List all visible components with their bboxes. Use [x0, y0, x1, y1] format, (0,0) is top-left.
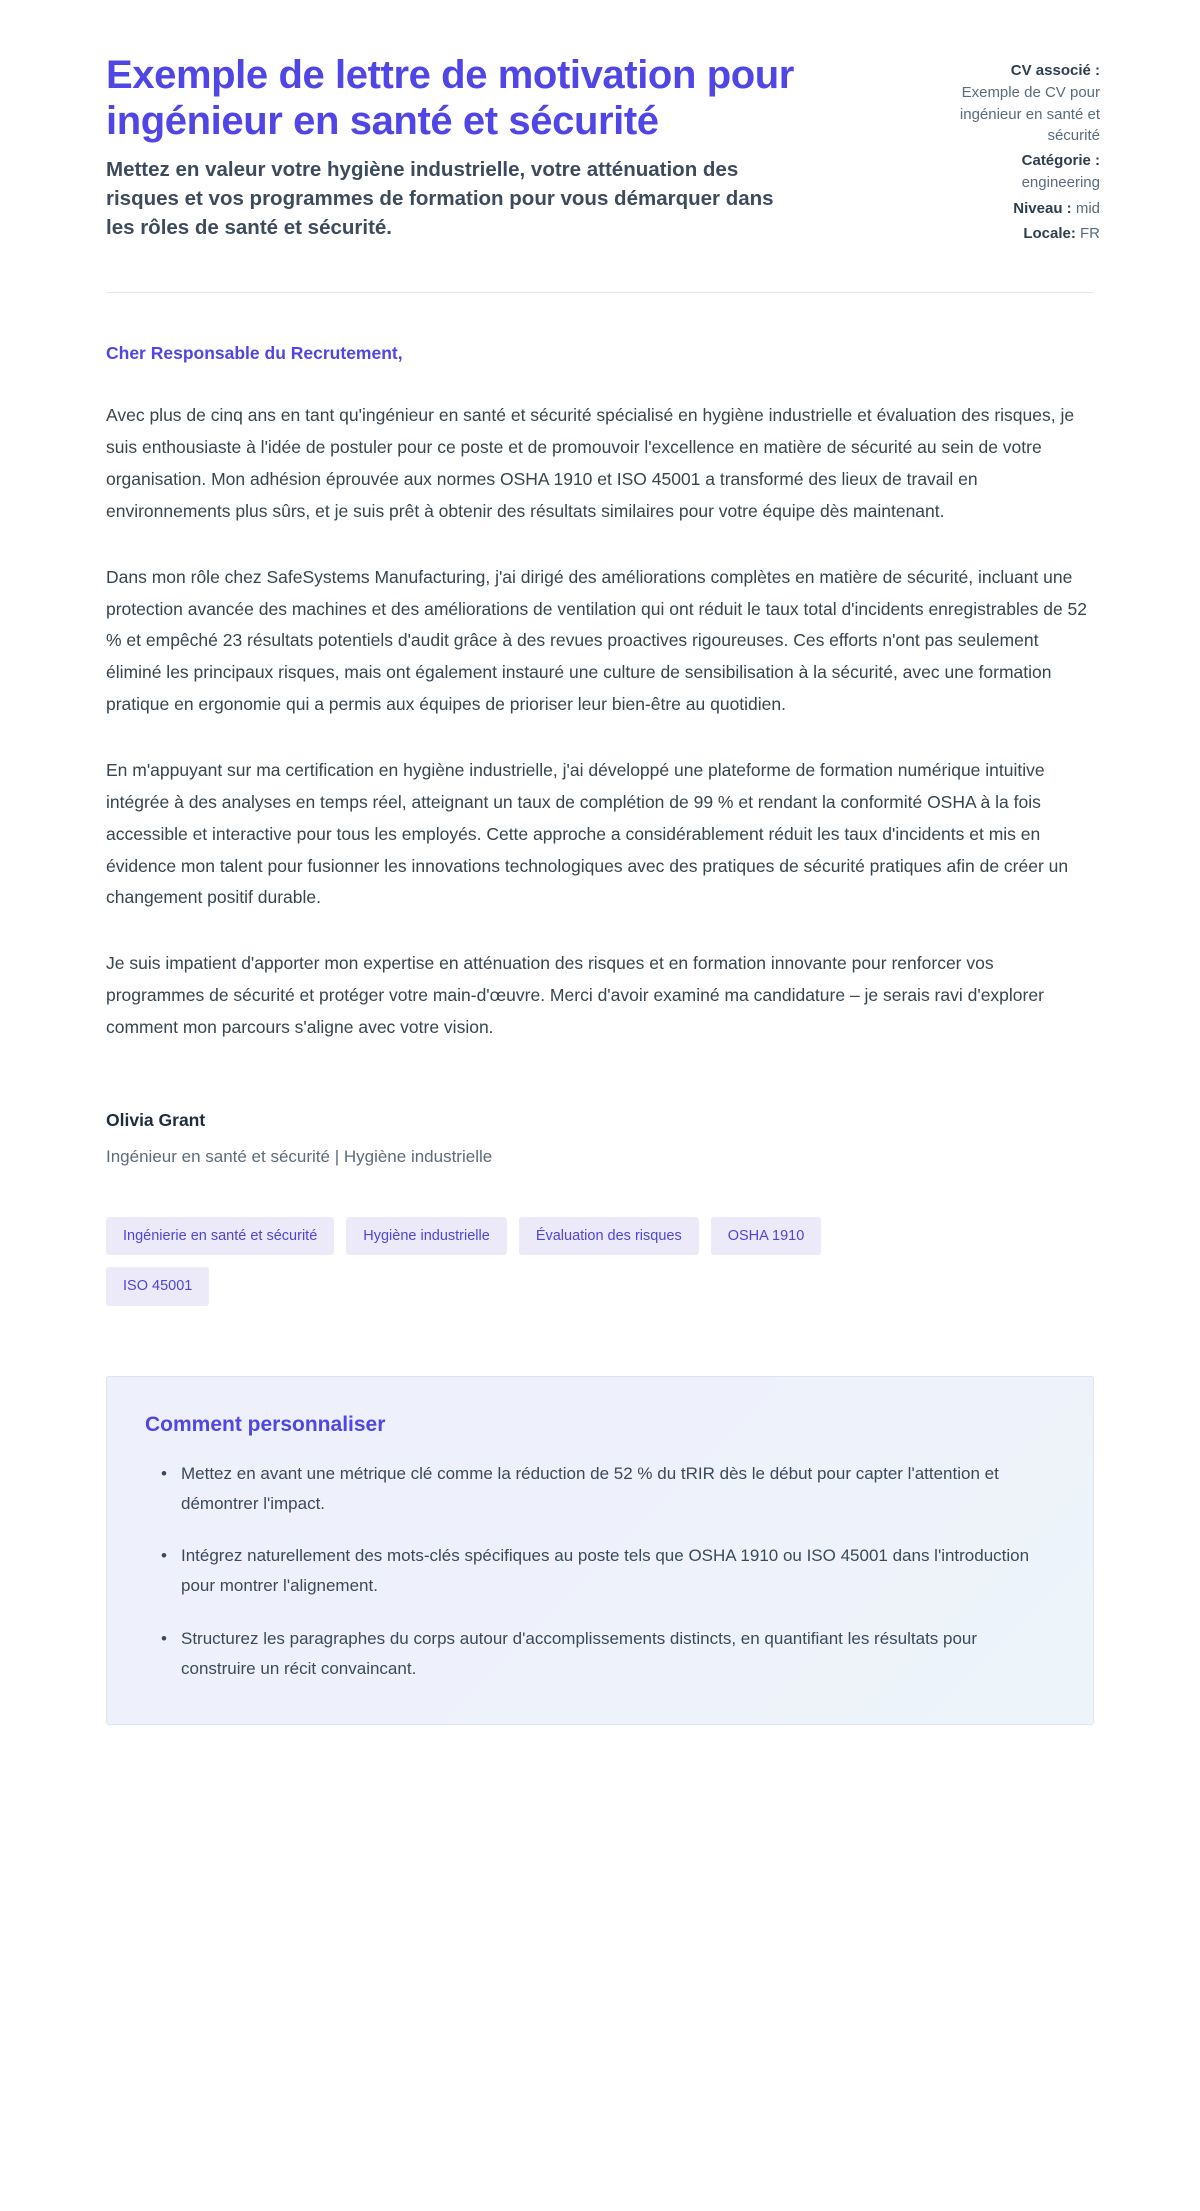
- letter-body: [0, 343, 1200, 1043]
- tag-chip[interactable]: Hygiène industrielle: [346, 1217, 507, 1256]
- tag-chip[interactable]: Ingénierie en santé et sécurité: [106, 1217, 334, 1256]
- callout-title: Comment personnaliser: [145, 1412, 386, 1436]
- meta-locale: [910, 223, 1100, 244]
- meta-category-label: Catégorie :: [1021, 152, 1100, 170]
- meta-level-value: mid: [1075, 199, 1100, 217]
- callout-list: [145, 1459, 1055, 1685]
- meta-level: [910, 198, 1100, 219]
- meta-locale-row: [910, 223, 1100, 244]
- meta-category: [910, 150, 1100, 194]
- signature-block: [0, 1110, 1200, 1167]
- meta-locale-label: Locale:: [1023, 225, 1076, 243]
- meta-associated-cv-value: Exemple de CV pour ingénieur en santé et sécurité: [959, 84, 1100, 144]
- meta-locale-value: FR: [1080, 225, 1100, 243]
- page-subtitle: Mettez en valeur votre hygiène industrielle, votre atténuation des risques et vos programmes de formation pour vous démarquer dans les rôles de santé et sécurité.: [106, 157, 774, 239]
- document-metadata: [910, 52, 1100, 248]
- letter-paragraphs: [106, 400, 1088, 1043]
- page-title: Exemple de lettre de motivation pour ingénieur en santé et sécurité: [106, 53, 794, 144]
- letter-paragraph: En m'appuyant sur ma certification en hygiène industrielle, j'ai développé une plateforme de formation numérique intuitive intégrée à des analyses en temps réel, atteignant un taux de complétion de 99 % et rendant la conformité OSHA à la fois accessible et interactive pour tous les employés. Cette approche a considérablement réduit les taux d'incidents et mis en évidence mon talent pour fusionner les innovations technologiques avec des pratiques de sécurité pratiques afin de créer un changement positif durable.: [106, 759, 1069, 908]
- tag-list: [0, 1217, 1010, 1306]
- letter-salutation: Cher Responsable du Recrutement,: [106, 343, 403, 364]
- meta-level-row: [910, 198, 1100, 219]
- letter-paragraph: Avec plus de cinq ans en tant qu'ingénieur en santé et sécurité spécialisé en hygiène industrielle et évaluation des risques, je suis enthousiaste à l'idée de postuler pour ce poste et de promouvoir l'excellence en matière de sécurité au sein de votre organisation. Mon adhésion éprouvée aux normes OSHA 1910 et ISO 45001 a transformé des lieux de travail en environnements plus sûrs, et je suis prêt à obtenir des résultats similaires pour votre équipe dès maintenant.: [106, 405, 1075, 521]
- signature-role: Ingénieur en santé et sécurité | Hygiène industrielle: [106, 1146, 493, 1166]
- tag-chip[interactable]: Évaluation des risques: [519, 1217, 699, 1256]
- meta-category-value: engineering: [1021, 174, 1100, 192]
- page-header: [0, 0, 1200, 248]
- callout-list-item: • Mettez en avant une métrique clé comme la réduction de 52 % du tRIR dès le début pour capter l'attention et démontrer l'impact.: [167, 1459, 1055, 1520]
- letter-paragraph: Dans mon rôle chez SafeSystems Manufacturing, j'ai dirigé des améliorations complètes en matière de sécurité, incluant une protection avancée des machines et des améliorations de ventilation qui ont réduit le taux total d'incidents enregistrables de 52 % et empêché 23 résultats potentiels d'audit grâce à des revues proactives rigoureuses. Ces efforts n'ont pas seulement éliminé les principaux risques, mais ont également instauré une culture de sensibilisation à la sécurité, avec une formation pratique en ergonomie qui a permis aux équipes de prioriser leur bien-être au quotidien.: [106, 566, 1088, 715]
- letter-paragraph: Je suis impatient d'apporter mon expertise en atténuation des risques et en formation innovante pour renforcer vos programmes de sécurité et protéger votre main-d'œuvre. Merci d'avoir examiné ma candidature – je serais ravi d'explorer comment mon parcours s'aligne avec votre vision.: [106, 953, 1044, 1037]
- header-divider: [106, 292, 1094, 293]
- meta-level-label: Niveau :: [1013, 199, 1072, 217]
- tag-chip[interactable]: ISO 45001: [106, 1267, 209, 1306]
- signature-name: Olivia Grant: [106, 1109, 206, 1130]
- header-text-group: [106, 52, 826, 242]
- customization-callout: [106, 1376, 1094, 1726]
- meta-associated-cv-label: CV associé :: [1010, 62, 1100, 79]
- callout-list-item: • Structurez les paragraphes du corps autour d'accomplissements distincts, en quantifiant les résultats pour construire un récit convaincant.: [167, 1624, 1055, 1685]
- tag-chip[interactable]: OSHA 1910: [711, 1217, 822, 1256]
- callout-list-item: • Intégrez naturellement des mots-clés spécifiques au poste tels que OSHA 1910 ou ISO 45001 dans l'introduction pour montrer l'alignement.: [167, 1541, 1055, 1602]
- meta-associated-cv: [910, 60, 1100, 146]
